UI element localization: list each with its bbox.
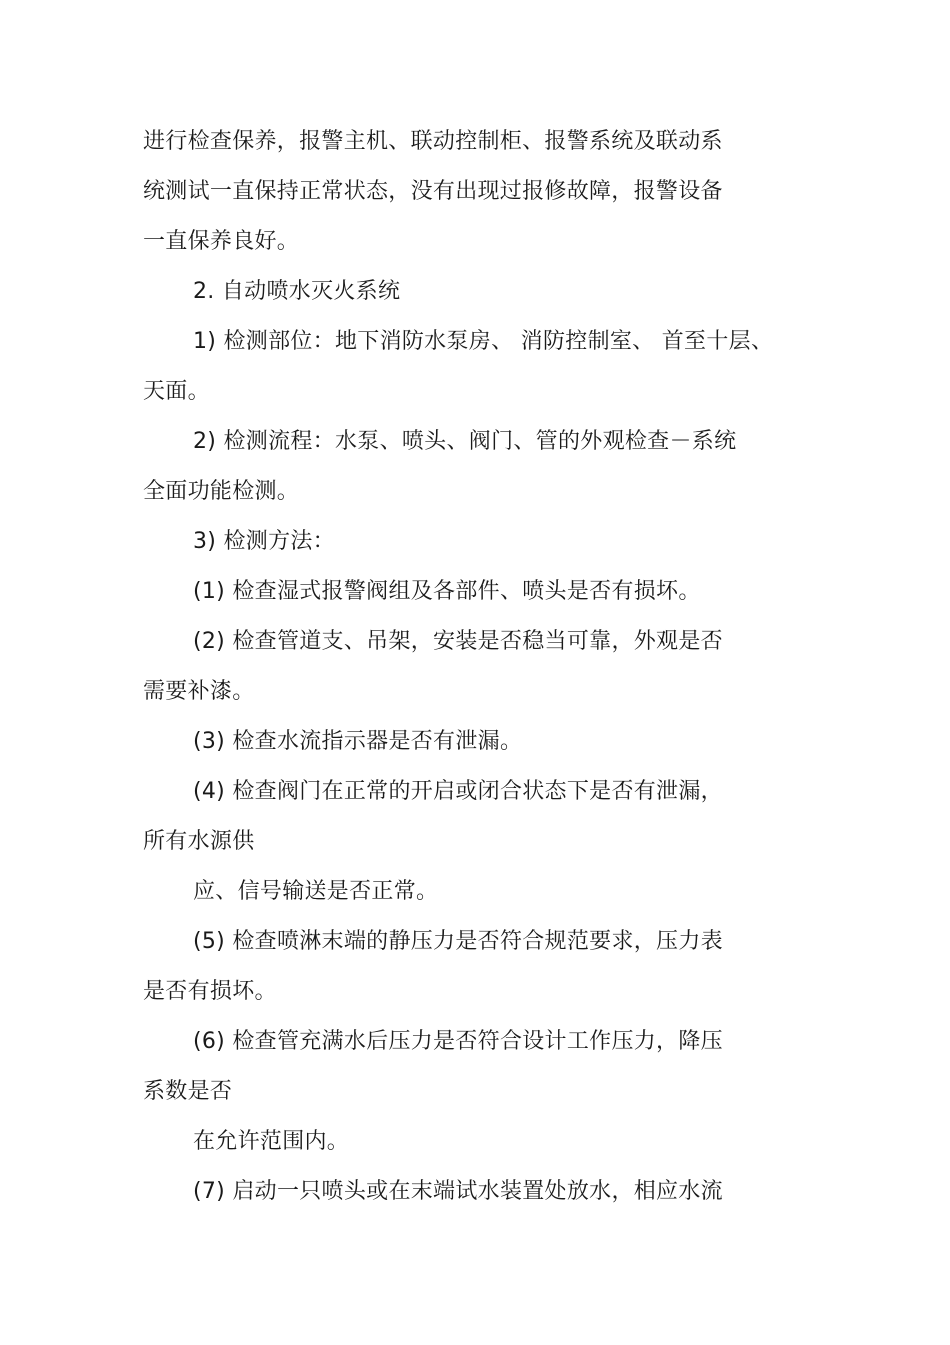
- text-line: 1) 检测部位：地下消防水泵房、 消防控制室、 首至十层、: [193, 329, 774, 354]
- text-line: 3) 检测方法：: [193, 529, 335, 554]
- text-line: 是否有损坏。: [143, 979, 277, 1004]
- text-line: (6) 检查管充满水后压力是否符合设计工作压力，降压: [193, 1029, 723, 1054]
- text-line: 在允许范围内。: [193, 1129, 350, 1154]
- text-line: 天面。: [143, 379, 210, 404]
- text-line: 进行检查保养，报警主机、联动控制柜、报警系统及联动系: [143, 129, 723, 154]
- text-line: 统测试一直保持正常状态，没有出现过报修故障，报警设备: [143, 179, 723, 204]
- text-line: (4) 检查阀门在正常的开启或闭合状态下是否有泄漏，: [193, 779, 723, 804]
- section-heading: 2. 自动喷水灭火系统: [193, 279, 401, 304]
- text-line: 需要补漆。: [143, 679, 255, 704]
- text-line: 所有水源供: [143, 829, 255, 854]
- text-line: 一直保养良好。: [143, 229, 300, 254]
- text-line: (1) 检查湿式报警阀组及各部件、喷头是否有损坏。: [193, 579, 701, 604]
- text-line: 系数是否: [143, 1079, 233, 1104]
- text-line: 全面功能检测。: [143, 479, 300, 504]
- text-line: (3) 检查水流指示器是否有泄漏。: [193, 729, 523, 754]
- text-line: 2) 检测流程：水泵、喷头、阀门、管的外观检查－系统: [193, 429, 737, 454]
- text-line: (2) 检查管道支、吊架，安装是否稳当可靠，外观是否: [193, 629, 723, 654]
- text-line: 应、信号输送是否正常。: [193, 879, 439, 904]
- text-line: (7) 启动一只喷头或在末端试水装置处放水，相应水流: [193, 1179, 723, 1204]
- text-line: (5) 检查喷淋末端的静压力是否符合规范要求，压力表: [193, 929, 723, 954]
